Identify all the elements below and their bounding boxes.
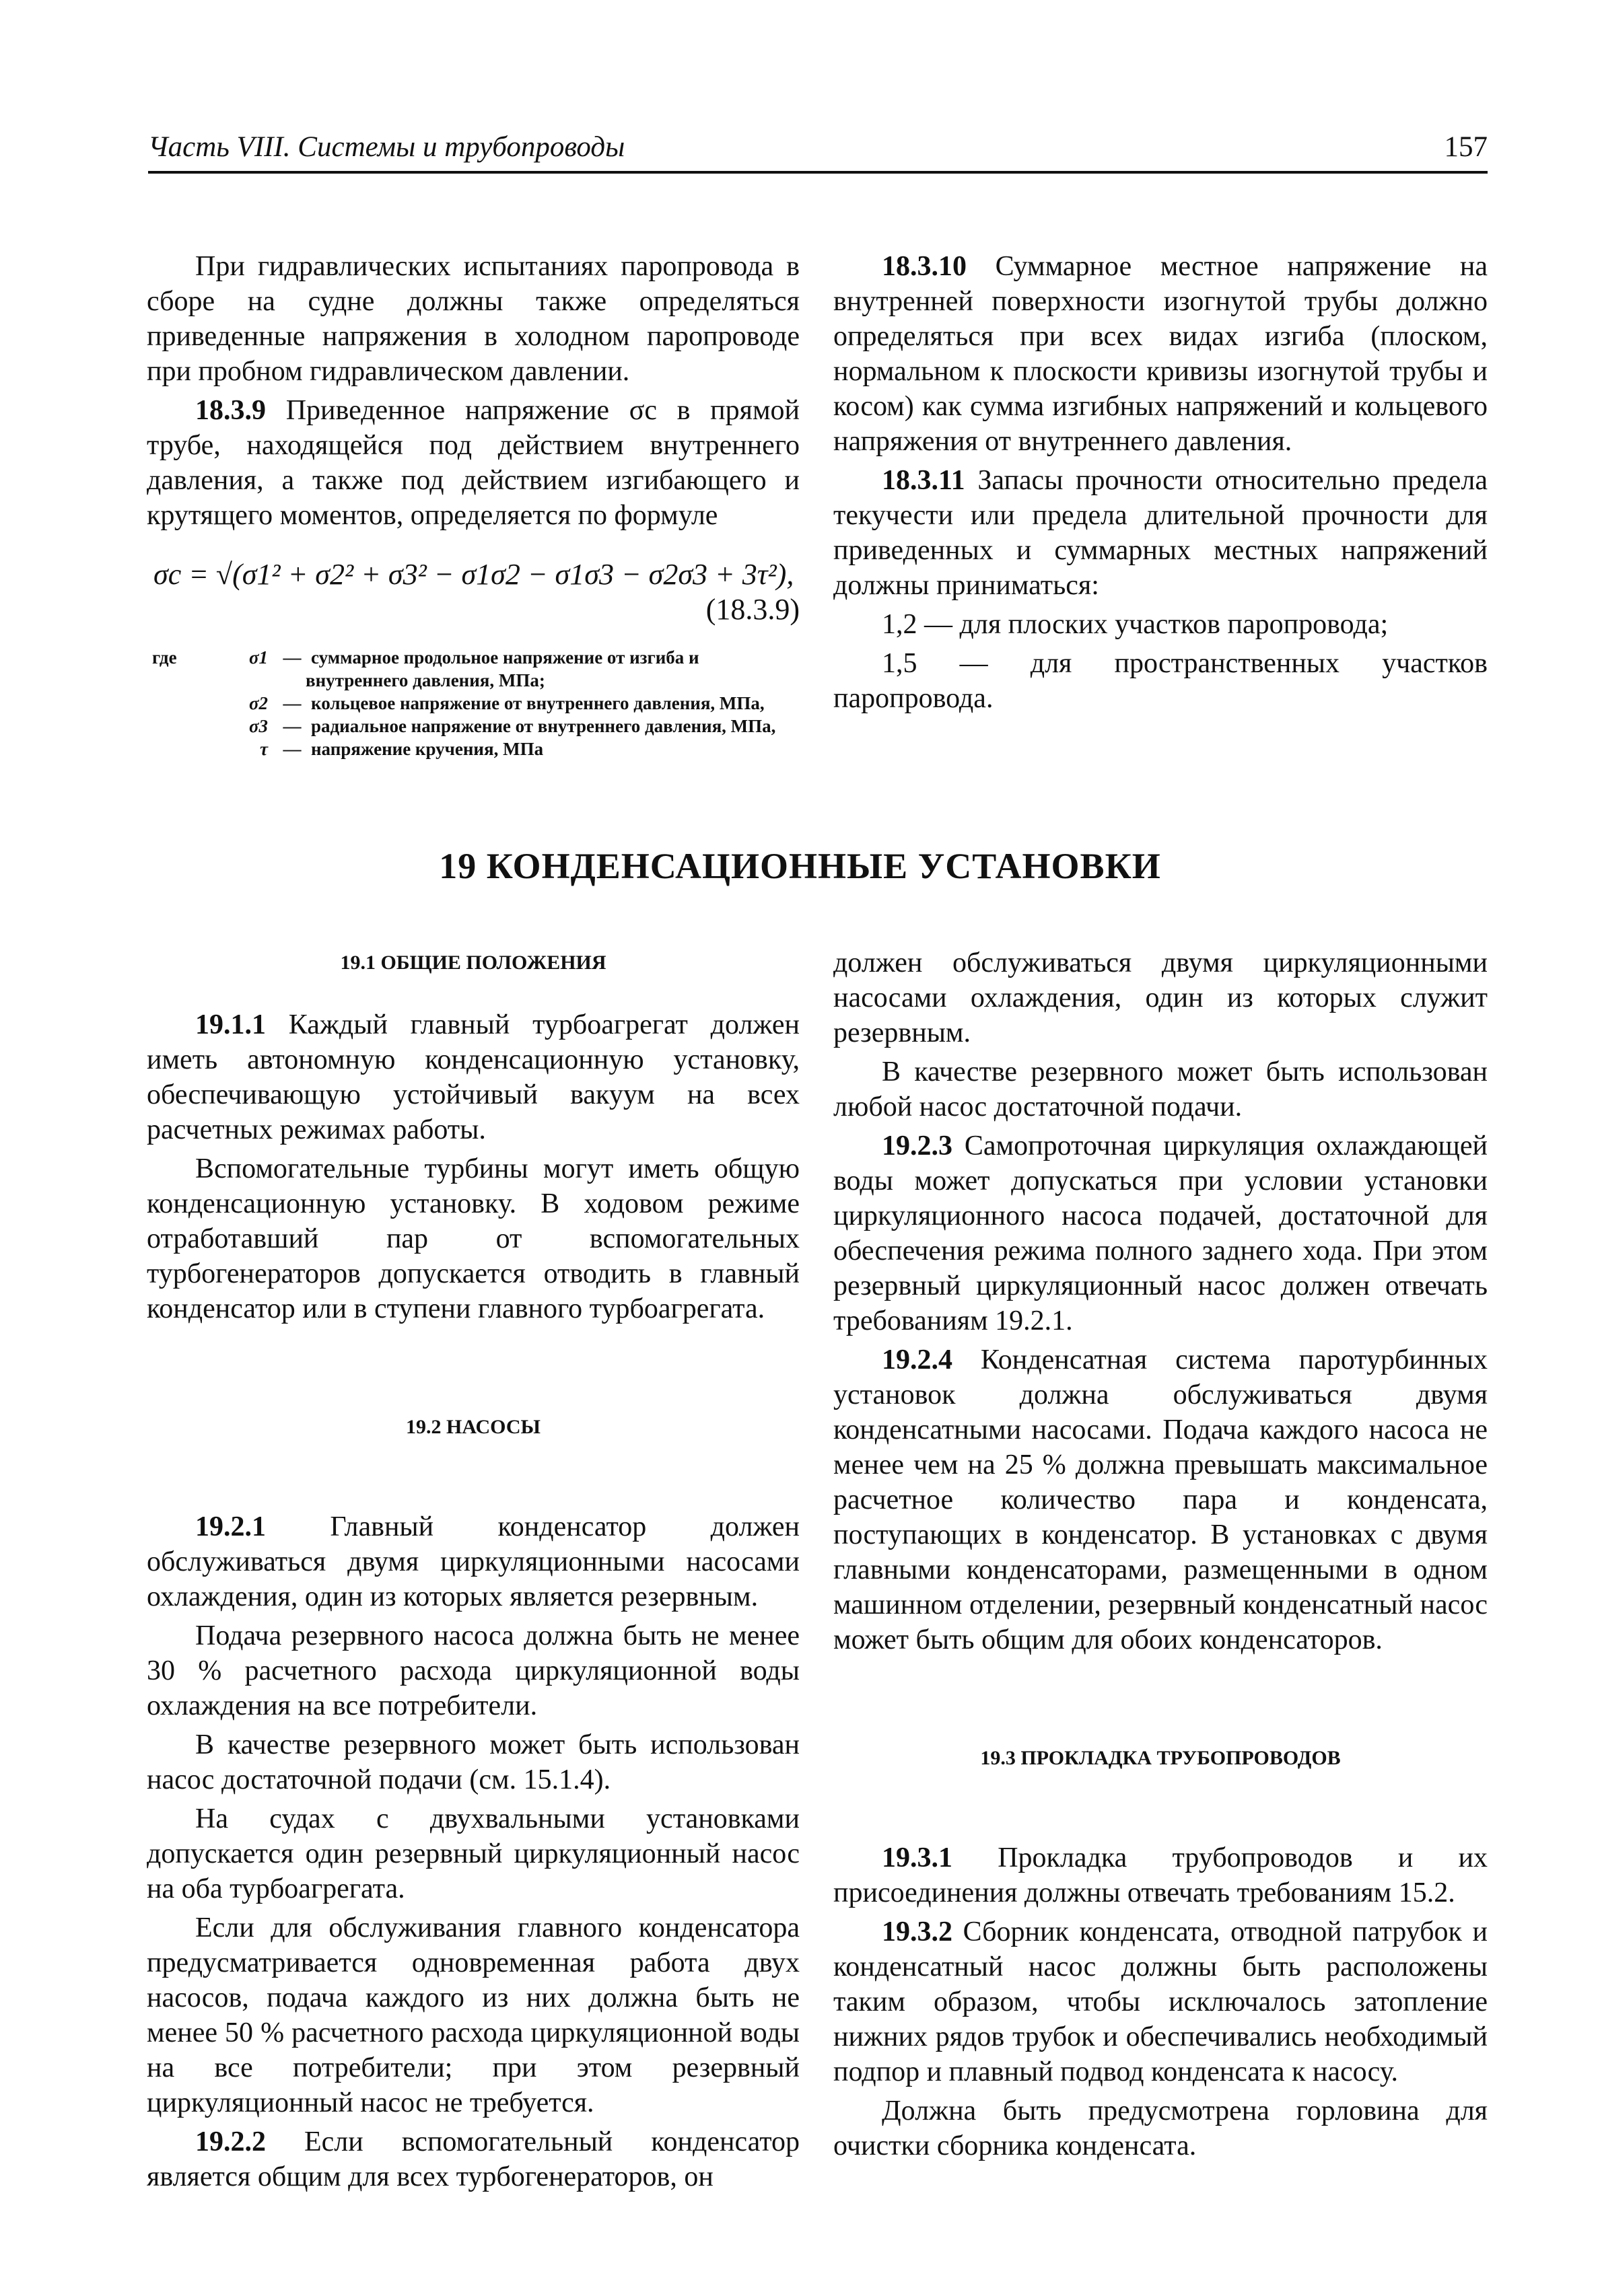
clause-number: 18.3.10 <box>882 251 967 282</box>
clause-text: Суммарное местное напряжение на внутренней поверхности изогнутой трубы должно определяться при всех видах изгиба (плоском, нормальном к плоскости кривизы изогнутой трубы и косом) как сумма изгибных напряжений и кольцевого напряжения от внутреннего давления. <box>833 251 1488 457</box>
definition-row <box>222 646 800 669</box>
paragraph-19-2-2 <box>147 2124 800 2194</box>
definition-row <box>222 715 800 738</box>
top-left-column <box>147 249 800 760</box>
definition-row <box>222 738 800 760</box>
paragraph-19-3-2 <box>833 1914 1488 2089</box>
list-item: 1,5 — для пространственных участков паропровода. <box>833 648 1488 714</box>
clause-text: Если вспомогательный конденсатор является общим для всех турбогенераторов, он <box>147 2126 800 2192</box>
definition-dash: — <box>283 693 302 713</box>
clause-number: 19.3.2 <box>882 1916 952 1947</box>
list-item: 1,2 — для плоских участков паропровода; <box>882 609 1389 640</box>
chapter-title: 19 КОНДЕНСАЦИОННЫЕ УСТАНОВКИ <box>439 846 1161 886</box>
paragraph-18-3-10 <box>833 249 1488 459</box>
clause-number: 18.3.9 <box>195 395 266 426</box>
definition-text: напряжение кручения, МПа <box>311 739 544 759</box>
paragraph-19-2-3 <box>833 1128 1488 1338</box>
paragraph: должен обслуживаться двумя циркуляционными насосами охлаждения, один из которых служит резервным. <box>833 947 1488 1048</box>
spacer <box>833 1661 1488 1741</box>
clause-number: 19.2.2 <box>195 2126 266 2157</box>
clause-text: Сборник конденсата, отводной патрубок и конденсатный насос должны быть расположены таким образом, чтобы исключалось затопление нижних рядов трубок и обеспечивались необходимый подпор и плавный подвод конденсата к насосу. <box>833 1916 1488 2087</box>
running-title: Часть VIII. Системы и трубопроводы <box>148 131 625 163</box>
paragraph: При гидравлических испытаниях паропровода в сборе на судне должны также определяться приведенные напряжения в холодном паропроводе при пробном гидравлическом давлении. <box>147 251 800 387</box>
section-heading-19-2: 19.2 НАСОСЫ <box>406 1416 541 1438</box>
paragraph: В качестве резервного может быть использован любой насос достаточной подачи. <box>833 1056 1488 1122</box>
where-label: где <box>152 647 177 668</box>
top-right-column <box>833 249 1488 720</box>
section-heading-19-1: 19.1 ОБЩИЕ ПОЛОЖЕНИЯ <box>340 952 606 974</box>
bottom-right-column <box>833 945 1488 2167</box>
definition-symbol: σ3 <box>248 716 268 736</box>
paragraph: Если для обслуживания главного конденсатора предусматривается одновременная работа двух насосов, подача каждого из них должна быть не менее 50 % расчетного расхода циркуляционной воды на все потребители; при этом резервный циркуляционный насос не требуется. <box>147 1912 800 2118</box>
formula-number: (18.3.9) <box>705 593 800 626</box>
clause-text: Главный конденсатор должен обслуживаться двумя циркуляционными насосами охлаждения, один из которых является резервным. <box>147 1511 800 1612</box>
spacer <box>147 1330 800 1410</box>
definition-symbol: σ1 <box>248 647 268 668</box>
spacer <box>147 1445 800 1509</box>
variable-definitions <box>147 646 800 760</box>
definition-text: внутреннего давления, МПа; <box>306 670 545 690</box>
clause-number: 19.2.3 <box>882 1131 952 1161</box>
formula-expression: σc = √(σ1² + σ2² + σ3² − σ1σ2 − σ1σ3 − σ2σ3 + 3τ²), <box>153 558 794 591</box>
paragraph: Подача резервного насоса должна быть не менее 30 % расчетного расхода циркуляционной воды охлаждения на все потребители. <box>147 1620 800 1721</box>
clause-text: Запасы прочности относительно предела текучести или предела длительной прочности для приведенных и суммарных местных напряжений должны приниматься: <box>833 465 1488 601</box>
clause-text: Конденсатная система паротурбинных установок должна обслуживаться двумя конденсатными насосами. Подача каждого насоса не менее чем на 25 % должна превышать максимальное расчетное количество пара и конденсата, поступающих в конденсатор. В установках с двумя главными конденсаторами, размещенными в одном машинном отделении, резервный конденсатный насос может быть общим для обоих конденсаторов. <box>833 1344 1488 1655</box>
definition-text: радиальное напряжение от внутреннего давления, МПа, <box>311 716 776 736</box>
definition-dash: — <box>283 647 302 668</box>
definition-symbol: τ <box>260 739 268 759</box>
definition-row <box>222 692 800 715</box>
running-header <box>148 125 1488 174</box>
clause-number: 19.2.4 <box>882 1344 952 1375</box>
paragraph-19-2-4 <box>833 1342 1488 1657</box>
paragraph-18-3-11 <box>833 463 1488 603</box>
definition-dash: — <box>283 716 302 736</box>
paragraph: Должна быть предусмотрена горловина для очистки сборника конденсата. <box>833 2095 1488 2161</box>
paragraph: На судах с двухвальными установками допускается один резервный циркуляционный насос на оба турбоагрегата. <box>147 1803 800 1904</box>
paragraph: Вспомогательные турбины могут иметь общую конденсационную установку. В ходовом режиме отработавший пар от вспомогательных турбогенераторов допускается отводить в главный конденсатор или в ступени главного турбоагрегата. <box>147 1153 800 1324</box>
clause-text: Каждый главный турбоагрегат должен иметь автономную конденсационную установку, обеспечивающую устойчивый вакуум на всех расчетных режимах работы. <box>147 1009 800 1145</box>
bottom-left-column <box>147 945 800 2198</box>
clause-number: 19.1.1 <box>195 1009 266 1040</box>
paragraph-18-3-9 <box>147 393 800 533</box>
paragraph-19-3-1 <box>833 1840 1488 1910</box>
clause-number: 18.3.11 <box>882 465 965 496</box>
definition-text: кольцевое напряжение от внутреннего давления, МПа, <box>311 693 765 713</box>
paragraph-19-1-1 <box>147 1007 800 1147</box>
section-heading-19-3: 19.3 ПРОКЛАДКА ТРУБОПРОВОДОВ <box>980 1747 1341 1769</box>
page-number: 157 <box>1444 131 1488 163</box>
clause-text: Приведенное напряжение σc в прямой трубе, находящейся под действием внутреннего давления, а также под действием изгибающего и крутящего моментов, определяется по формуле <box>147 395 800 531</box>
clause-text: Самопроточная циркуляция охлаждающей воды может допускаться при условии установки циркуляционного насоса подачей, достаточной для обеспечения режима полного заднего хода. При этом резервный циркуляционный насос должен отвечать требованиям 19.2.1. <box>833 1131 1488 1336</box>
definition-dash: — <box>283 739 302 759</box>
paragraph: В качестве резервного может быть использован насос достаточной подачи (см. 15.1.4). <box>147 1729 800 1795</box>
definition-row <box>306 669 800 692</box>
spacer <box>833 1776 1488 1840</box>
definition-text: суммарное продольное напряжение от изгиба и <box>311 647 699 668</box>
clause-number: 19.2.1 <box>195 1511 266 1542</box>
definition-symbol: σ2 <box>248 693 268 713</box>
clause-number: 19.3.1 <box>882 1842 952 1873</box>
paragraph-19-2-1 <box>147 1509 800 1614</box>
spacer <box>147 980 800 1007</box>
clause-text: Прокладка трубопроводов и их присоединения должны отвечать требованиям 15.2. <box>833 1842 1488 1908</box>
formula-block <box>147 553 800 629</box>
